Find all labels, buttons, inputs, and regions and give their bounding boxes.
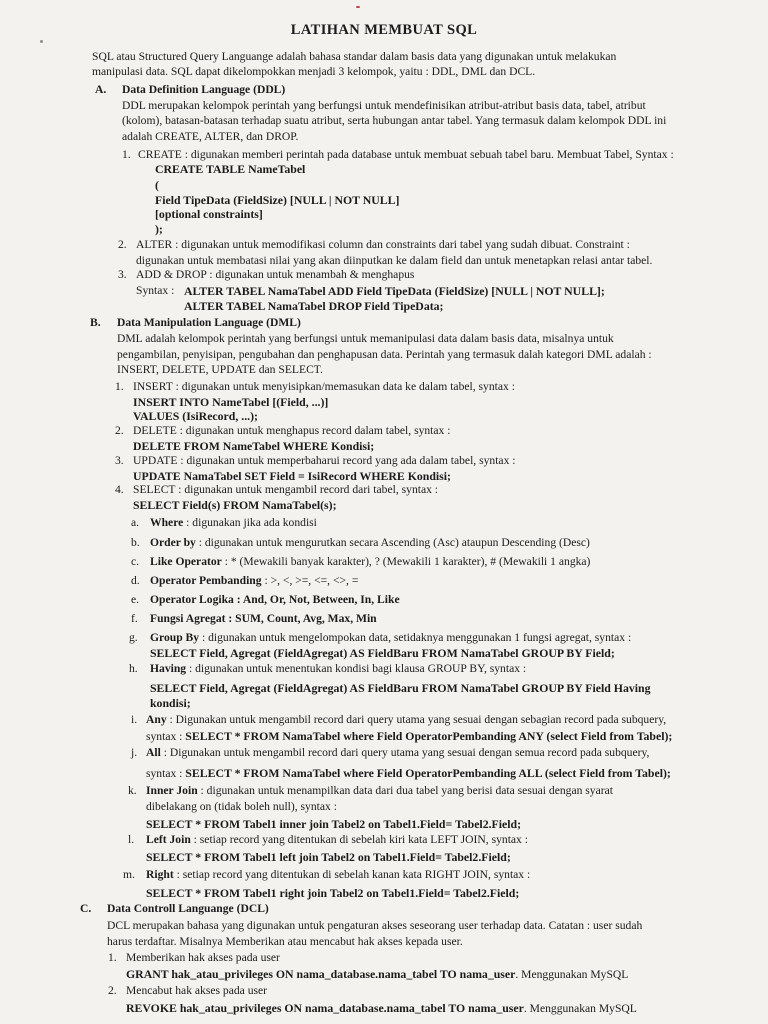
grant-description: Memberikan hak akses pada user bbox=[126, 951, 280, 964]
sub-letter: b. bbox=[131, 536, 140, 549]
sub-label: Right bbox=[146, 868, 174, 881]
sub-letter: k. bbox=[128, 784, 137, 797]
sub-letter: d. bbox=[131, 574, 140, 587]
sub-text: : * (Mewakili banyak karakter), ? (Mewakili 1 karakter), # (Mewakili 1 angka) bbox=[221, 555, 591, 568]
intro-line: manipulasi data. SQL dapat dikelompokkan menjadi 3 kelompok, yaitu : DDL, DML dan DCL. bbox=[92, 65, 536, 78]
code-line: Field TipeData (FieldSize) [NULL | NOT NULL] bbox=[155, 193, 400, 207]
sub-letter: m. bbox=[123, 868, 135, 881]
sub-text: : digunakan untuk menentukan kondisi bagi klausa GROUP BY, syntax : bbox=[186, 662, 527, 675]
section-c-marker: C. bbox=[80, 902, 92, 915]
section-b-desc: DML adalah kelompok perintah yang berfungsi untuk memanipulasi data dalam basis data, misalnya untuk bbox=[117, 332, 614, 345]
sub-item-order-by bbox=[150, 536, 590, 550]
section-a-marker: A. bbox=[95, 83, 107, 96]
list-number: 1. bbox=[122, 148, 131, 161]
sub-label: Like Operator bbox=[150, 555, 222, 568]
select-description: SELECT : digunakan untuk mengambil record dari tabel, syntax : bbox=[133, 483, 439, 496]
code-line: ALTER TABEL NamaTabel ADD Field TipeData (FieldSize) [NULL | NOT NULL]; bbox=[184, 284, 605, 298]
code-line: CREATE TABLE NameTabel bbox=[155, 162, 306, 176]
list-number: 1. bbox=[115, 380, 124, 393]
sub-item-where bbox=[150, 516, 317, 530]
sub-label: Where bbox=[150, 516, 184, 529]
list-number: 4. bbox=[115, 483, 124, 496]
sub-letter: j. bbox=[131, 746, 138, 759]
section-a-desc: adalah CREATE, ALTER, dan DROP. bbox=[122, 130, 299, 143]
code-line: SELECT * FROM Tabel1 right join Tabel2 on Tabel1.Field= Tabel2.Field; bbox=[146, 886, 520, 900]
code-line: SELECT * FROM NamaTabel where Field OperatorPembanding ALL (select Field from Tabel); bbox=[185, 766, 671, 780]
code-line: SELECT Field(s) FROM NamaTabel(s); bbox=[133, 498, 337, 512]
code-line: SELECT * FROM Tabel1 inner join Tabel2 on Tabel1.Field= Tabel2.Field; bbox=[146, 817, 522, 831]
scan-speck bbox=[40, 40, 43, 43]
sub-label: Left Join bbox=[146, 833, 191, 846]
sub-label: Order by bbox=[150, 536, 196, 549]
sub-text: : digunakan untuk menampilkan data dari dua tabel yang berisi data sesuai dengan syarat bbox=[197, 784, 613, 797]
create-description: CREATE : digunakan memberi perintah pada database untuk membuat sebuah tabel baru. Membuat Tabel, Syntax : bbox=[138, 148, 674, 161]
section-a-desc: (kolom), batasan-batasan terhadap suatu atribut, serta hubungan antar tabel. Yang termasuk dalam kelompok DDL ini bbox=[122, 114, 667, 127]
code-line: UPDATE NamaTabel SET Field = IsiRecord WHERE Kondisi; bbox=[133, 469, 451, 483]
sub-item-having bbox=[150, 662, 526, 676]
sub-text: : digunakan untuk mengelompokan data, setidaknya menggunakan 1 fungsi agregat, syntax : bbox=[199, 631, 632, 644]
sub-item-inner-join bbox=[146, 784, 613, 798]
section-b-heading: Data Manipulation Language (DML) bbox=[117, 316, 301, 329]
sub-item-operator-logika: Operator Logika : And, Or, Not, Between, In, Like bbox=[150, 593, 400, 606]
code-line: VALUES (IsiRecord, ...); bbox=[133, 409, 258, 423]
code-line: GRANT hak_atau_privileges ON nama_database.nama_tabel TO nama_user bbox=[126, 967, 516, 981]
section-b-desc: pengambilan, penyisipan, pengubahan dan penghapusan data. Perintah yang termasuk dalah kategori DML adalah : bbox=[117, 348, 652, 361]
code-suffix: . Menggunakan MySQL bbox=[515, 968, 629, 981]
intro-line: SQL atau Structured Query Languange adalah bahasa standar dalam basis data yang digunakan untuk melakukan bbox=[92, 50, 617, 63]
sub-label: All bbox=[146, 746, 161, 759]
section-a-heading: Data Definition Language (DDL) bbox=[122, 83, 286, 96]
section-c-desc: harus terdaftar. Misalnya Memberikan atau mencabut hak akses kepada user. bbox=[107, 935, 463, 948]
sub-item-like bbox=[150, 555, 590, 569]
code-line: SELECT Field, Agregat (FieldAgregat) AS FieldBaru FROM NamaTabel GROUP BY Field; bbox=[150, 646, 615, 660]
code-line: SELECT Field, Agregat (FieldAgregat) AS FieldBaru FROM NamaTabel GROUP BY Field Having bbox=[150, 681, 651, 695]
any-syntax bbox=[146, 729, 672, 744]
sub-text: : Digunakan untuk mengambil record dari query utama yang sesuai dengan semua record pada subquery, bbox=[160, 746, 650, 759]
section-b-desc: INSERT, DELETE, UPDATE dan SELECT. bbox=[117, 363, 323, 376]
revoke-syntax bbox=[126, 1001, 637, 1016]
list-number: 2. bbox=[118, 238, 127, 251]
sub-item-right-join bbox=[146, 868, 530, 882]
sub-text: : >, <, >=, <=, <>, = bbox=[261, 574, 359, 587]
list-number: 2. bbox=[108, 984, 117, 997]
code-line: SELECT * FROM Tabel1 left join Tabel2 on Tabel1.Field= Tabel2.Field; bbox=[146, 850, 511, 864]
sub-item-all bbox=[146, 746, 649, 760]
insert-description: INSERT : digunakan untuk menyisipkan/memasukan data ke dalam tabel, syntax : bbox=[133, 380, 515, 393]
delete-description: DELETE : digunakan untuk menghapus record dalam tabel, syntax : bbox=[133, 424, 451, 437]
alter-description: digunakan untuk membatasi nilai yang akan diinputkan ke dalam field dan untuk menetapkan relasi antar tabel. bbox=[136, 254, 653, 267]
sub-letter: l. bbox=[128, 833, 135, 846]
code-line: ( bbox=[155, 178, 159, 192]
sub-item-fungsi-agregat: Fungsi Agregat : SUM, Count, Avg, Max, Min bbox=[150, 612, 377, 625]
alter-description: ALTER : digunakan untuk memodifikasi column dan constraints dari tabel yang sudah dibuat. Constraint : bbox=[136, 238, 630, 251]
sub-text: : digunakan untuk mengurutkan secara Ascending (Asc) ataupun Descending (Desc) bbox=[195, 536, 590, 549]
add-drop-description: ADD & DROP : digunakan untuk menambah & menghapus bbox=[136, 268, 415, 281]
sub-text: : digunakan jika ada kondisi bbox=[183, 516, 317, 529]
sub-letter: f. bbox=[131, 612, 138, 625]
sub-label: Having bbox=[150, 662, 187, 675]
sub-label: Group By bbox=[150, 631, 200, 644]
sub-letter: e. bbox=[131, 593, 140, 606]
sub-item-any bbox=[146, 713, 666, 727]
code-line: SELECT * FROM NamaTabel where Field OperatorPembanding ANY (select Field from Tabel); bbox=[185, 729, 673, 743]
list-number: 2. bbox=[115, 424, 124, 437]
syntax-label: syntax : bbox=[146, 767, 186, 780]
sub-text: : setiap record yang ditentukan di sebelah kiri kata LEFT JOIN, syntax : bbox=[190, 833, 528, 846]
sub-item-operator-pembanding bbox=[150, 574, 358, 588]
scan-speck bbox=[356, 6, 360, 8]
sub-text: : setiap record yang ditentukan di sebelah kanan kata RIGHT JOIN, syntax : bbox=[173, 868, 531, 881]
syntax-label: Syntax : bbox=[136, 284, 175, 297]
revoke-description: Mencabut hak akses pada user bbox=[126, 984, 268, 997]
code-line: REVOKE hak_atau_privileges ON nama_database.nama_tabel TO nama_user bbox=[126, 1001, 524, 1015]
page-title: LATIHAN MEMBUAT SQL bbox=[290, 22, 478, 38]
sub-letter: i. bbox=[131, 713, 138, 726]
list-number: 1. bbox=[108, 951, 117, 964]
list-number: 3. bbox=[118, 268, 127, 281]
sub-letter: g. bbox=[129, 631, 138, 644]
sub-item-group-by bbox=[150, 631, 631, 645]
sub-item-left-join bbox=[146, 833, 528, 847]
section-b-marker: B. bbox=[90, 316, 101, 329]
update-description: UPDATE : digunakan untuk memperbaharui record yang ada dalam tabel, syntax : bbox=[133, 454, 516, 467]
sub-letter: a. bbox=[131, 516, 140, 529]
inner-join-text: dibelakang on (tidak boleh null), syntax : bbox=[146, 800, 337, 813]
sub-letter: h. bbox=[129, 662, 138, 675]
code-line: DELETE FROM NameTabel WHERE Kondisi; bbox=[133, 439, 375, 453]
code-line: kondisi; bbox=[150, 696, 191, 710]
code-line: ); bbox=[155, 222, 163, 236]
section-c-heading: Data Controll Languange (DCL) bbox=[107, 902, 269, 915]
section-a-desc: DDL merupakan kelompok perintah yang berfungsi untuk mendefinisikan atribut-atribut basis data, tabel, atribut bbox=[122, 99, 646, 112]
code-suffix: . Menggunakan MySQL bbox=[523, 1002, 637, 1015]
code-line: INSERT INTO NameTabel [(Field, ...)] bbox=[133, 395, 329, 409]
sub-label: Inner Join bbox=[146, 784, 198, 797]
code-line: ALTER TABEL NamaTabel DROP Field TipeData; bbox=[184, 299, 444, 313]
sub-label: Any bbox=[146, 713, 167, 726]
syntax-label: syntax : bbox=[146, 730, 186, 743]
section-c-desc: DCL merupakan bahasa yang digunakan untuk pengaturan akses seseorang user terhadap data. Catatan : user sudah bbox=[107, 919, 643, 932]
sub-letter: c. bbox=[131, 555, 140, 568]
sub-label: Operator Pembanding bbox=[150, 574, 262, 587]
list-number: 3. bbox=[115, 454, 124, 467]
sub-text: : Digunakan untuk mengambil record dari query utama yang sesuai dengan sebagian record pada subquery, bbox=[166, 713, 667, 726]
all-syntax bbox=[146, 766, 671, 781]
code-line: [optional constraints] bbox=[155, 207, 263, 221]
grant-syntax bbox=[126, 967, 628, 982]
